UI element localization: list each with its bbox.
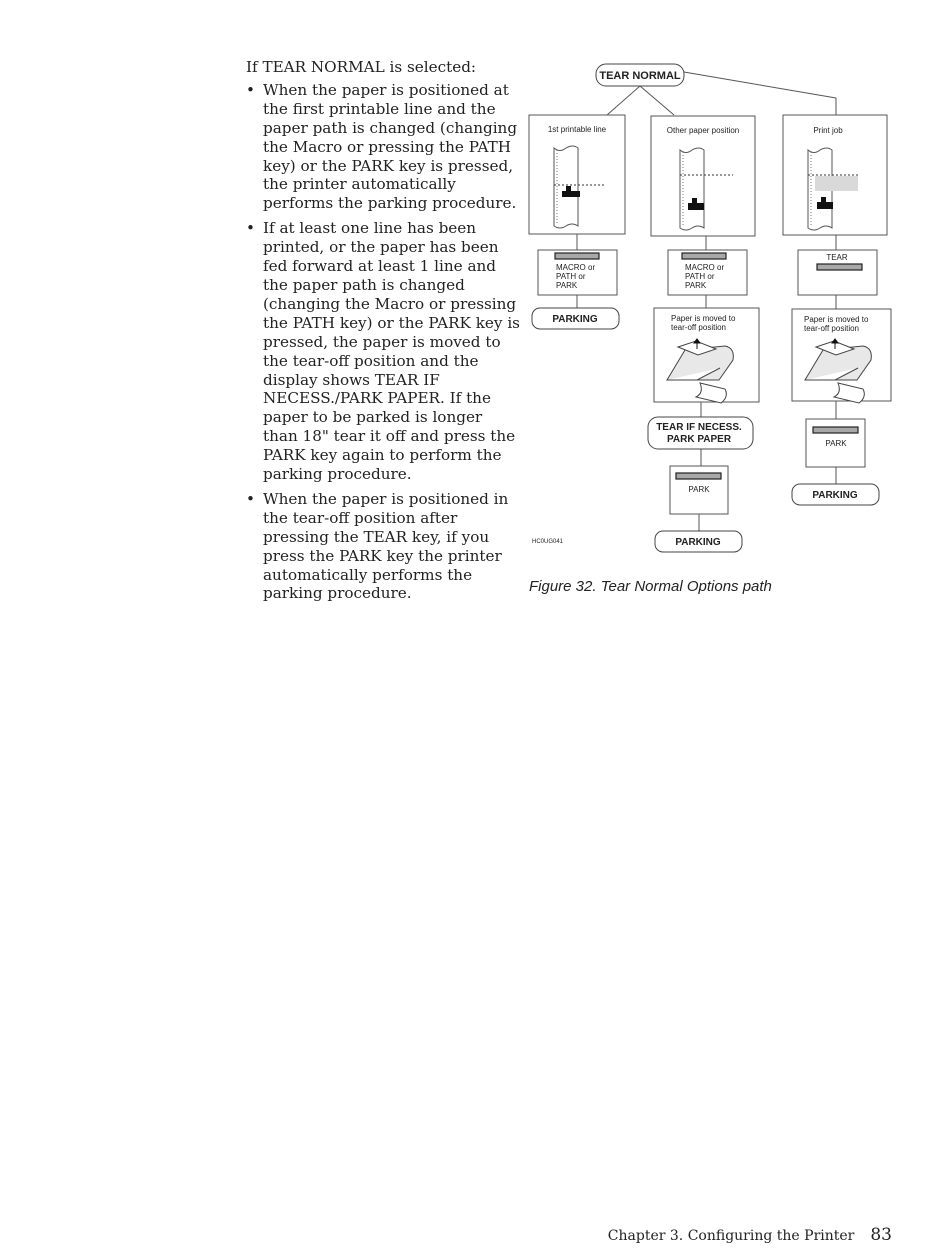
- col3-result: PARKING: [812, 490, 858, 501]
- bullet-text: When the paper is positioned in the tear-off position after pressing the TEAR key, if you press the PARK key the printer automatically performs the parking procedure.: [263, 489, 509, 603]
- col2-key-line: PATH or: [685, 272, 715, 281]
- figure-code: HC0UG041: [532, 539, 564, 545]
- col1-key-line: MACRO or: [556, 263, 596, 272]
- figure-caption: Figure 32. Tear Normal Options path: [529, 578, 772, 595]
- col3-moved-line: Paper is moved to: [804, 315, 869, 324]
- bullet-item: [246, 490, 521, 603]
- col1-header: 1st printable line: [547, 125, 607, 134]
- col2-moved-line: tear-off position: [671, 323, 726, 332]
- bullet-list: [246, 81, 521, 603]
- col3-header: Print job: [813, 126, 843, 135]
- col1-key-line: PATH or: [556, 272, 586, 281]
- col2-key-line: MACRO or: [685, 263, 725, 272]
- col3-moved-line: tear-off position: [804, 324, 859, 333]
- bullet-text: When the paper is positioned at the first printable line and the paper path is changed (changing the Macro or pressing the PATH key) or the PARK key is pressed, the printer automatically performs the parking procedure.: [263, 80, 518, 213]
- display-line: PARK PAPER: [666, 434, 732, 445]
- col1-key-line: PARK: [556, 281, 578, 290]
- bullet-item: [246, 81, 521, 213]
- bullet-marker: •: [246, 489, 255, 508]
- key-icon: [682, 253, 726, 259]
- col2-header: Other paper position: [666, 126, 740, 135]
- bullet-text: If at least one line has been printed, or the paper has been fed forward at least 1 line and the paper path is changed (changing the Macro or pressing the PATH key) or the PARK key is pressed, the paper is moved to the tear-off position and the display shows TEAR IF NECESS./PARK PAPER. If the paper to be parked is longer than 18" tear it off and press the PARK key again to perform the parking procedure.: [263, 219, 520, 484]
- key-icon: [817, 264, 862, 270]
- intro-text: If TEAR NORMAL is selected:: [246, 58, 477, 76]
- bullet-marker: •: [246, 219, 255, 238]
- key-icon: [676, 473, 721, 479]
- body-text: [246, 58, 521, 609]
- col3-tear-key: TEAR: [826, 253, 848, 262]
- col2-park-key: PARK: [688, 485, 710, 494]
- key-icon: [813, 427, 858, 433]
- page-number: 83: [870, 1225, 892, 1245]
- display-line: TEAR IF NECESS.: [656, 422, 742, 433]
- footer-chapter: Chapter 3. Configuring the Printer: [607, 1228, 855, 1244]
- col2-moved-line: Paper is moved to: [671, 314, 736, 323]
- bullet-marker: •: [246, 80, 255, 99]
- root-label: TEAR NORMAL: [599, 70, 681, 82]
- page-footer: [608, 1225, 892, 1245]
- col2-key-line: PARK: [685, 281, 707, 290]
- tear-normal-diagram: [525, 58, 897, 558]
- bullet-item: [246, 219, 521, 484]
- col1-result: PARKING: [552, 314, 598, 325]
- key-icon: [555, 253, 599, 259]
- col2-result: PARKING: [675, 537, 721, 548]
- col3-park-key: PARK: [825, 439, 847, 448]
